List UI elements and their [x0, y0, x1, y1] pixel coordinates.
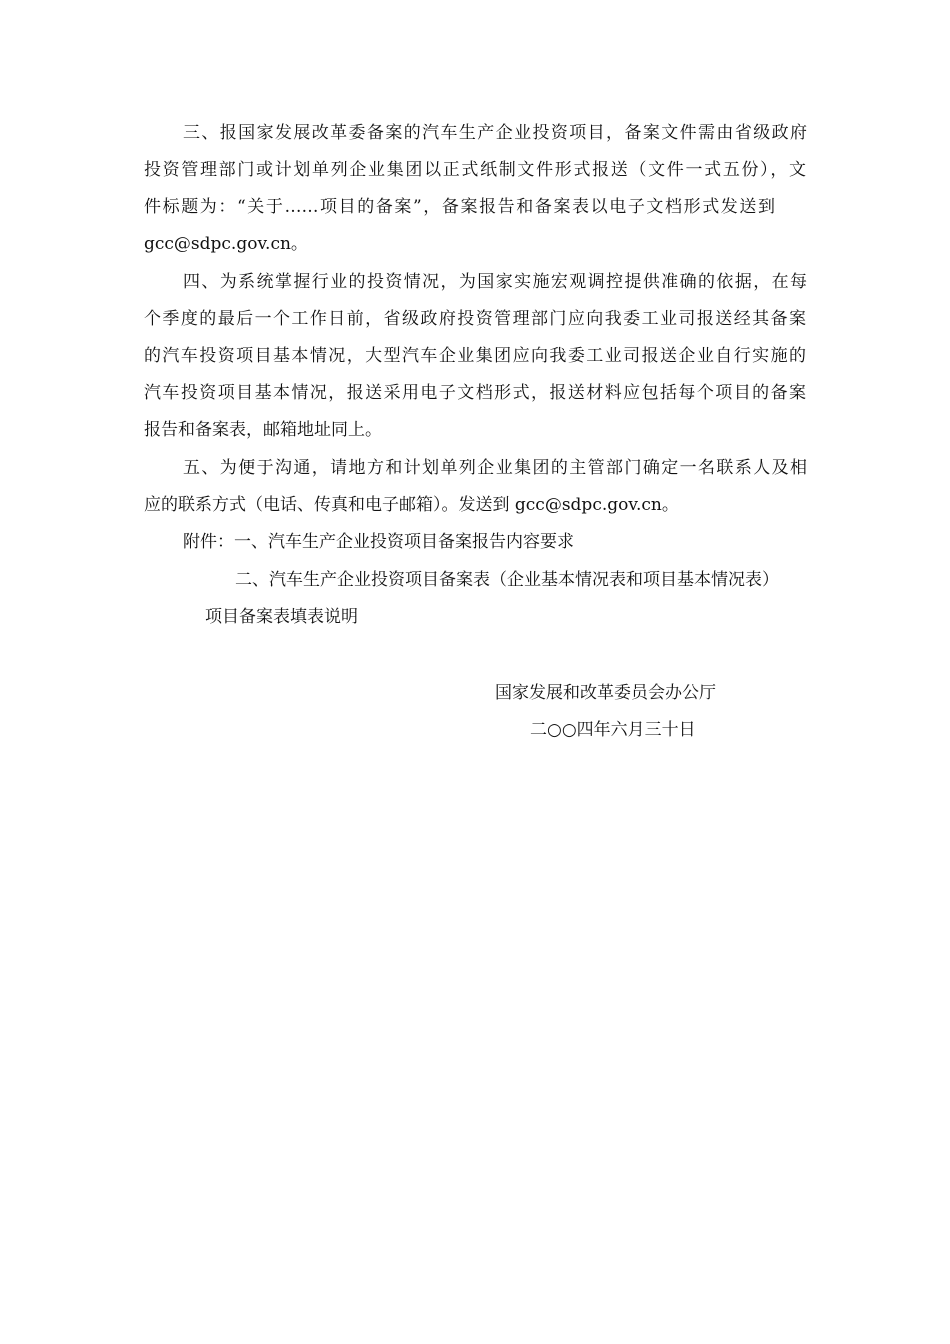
- paragraph-4-line-2: 个季度的最后一个工作日前，省级政府投资管理部门应向我委工业司报送经其备案: [144, 309, 806, 329]
- paragraph-3-line-2: 投资管理部门或计划单列企业集团以正式纸制文件形式报送（文件一式五份），文: [144, 160, 806, 180]
- attachments-line-1: 附件：一、汽车生产企业投资项目备案报告内容要求: [183, 532, 574, 552]
- paragraph-4-line-5: 报告和备案表，邮箱地址同上。: [144, 420, 382, 440]
- paragraph-4-line-3: 的汽车投资项目基本情况，大型汽车企业集团应向我委工业司报送企业自行实施的: [144, 346, 806, 366]
- issue-date: 二○○四年六月三十日: [530, 720, 696, 740]
- paragraph-3-line-3: 件标题为：“关于……项目的备案”，备案报告和备案表以电子文档形式发送到: [144, 197, 775, 217]
- paragraph-4-line-4: 汽车投资项目基本情况，报送采用电子文档形式，报送材料应包括每个项目的备案: [144, 383, 806, 403]
- paragraph-5-line-2: 应的联系方式（电话、传真和电子邮箱）。发送到 gcc@sdpc.gov.cn。: [144, 495, 679, 515]
- attachments-line-3: 项目备案表填表说明: [205, 607, 358, 627]
- issuer-signature: 国家发展和改革委员会办公厅: [495, 683, 716, 703]
- paragraph-3-line-1: 三、报国家发展改革委备案的汽车生产企业投资项目，备案文件需由省级政府: [183, 123, 807, 143]
- paragraph-5-line-1: 五、为便于沟通，请地方和计划单列企业集团的主管部门确定一名联系人及相: [183, 458, 807, 478]
- paragraph-3-line-4: gcc@sdpc.gov.cn。: [144, 234, 308, 254]
- paragraph-4-line-1: 四、为系统掌握行业的投资情况，为国家实施宏观调控提供准确的依据，在每: [183, 272, 807, 292]
- attachments-line-2: 二、汽车生产企业投资项目备案表（企业基本情况表和项目基本情况表）: [235, 570, 779, 590]
